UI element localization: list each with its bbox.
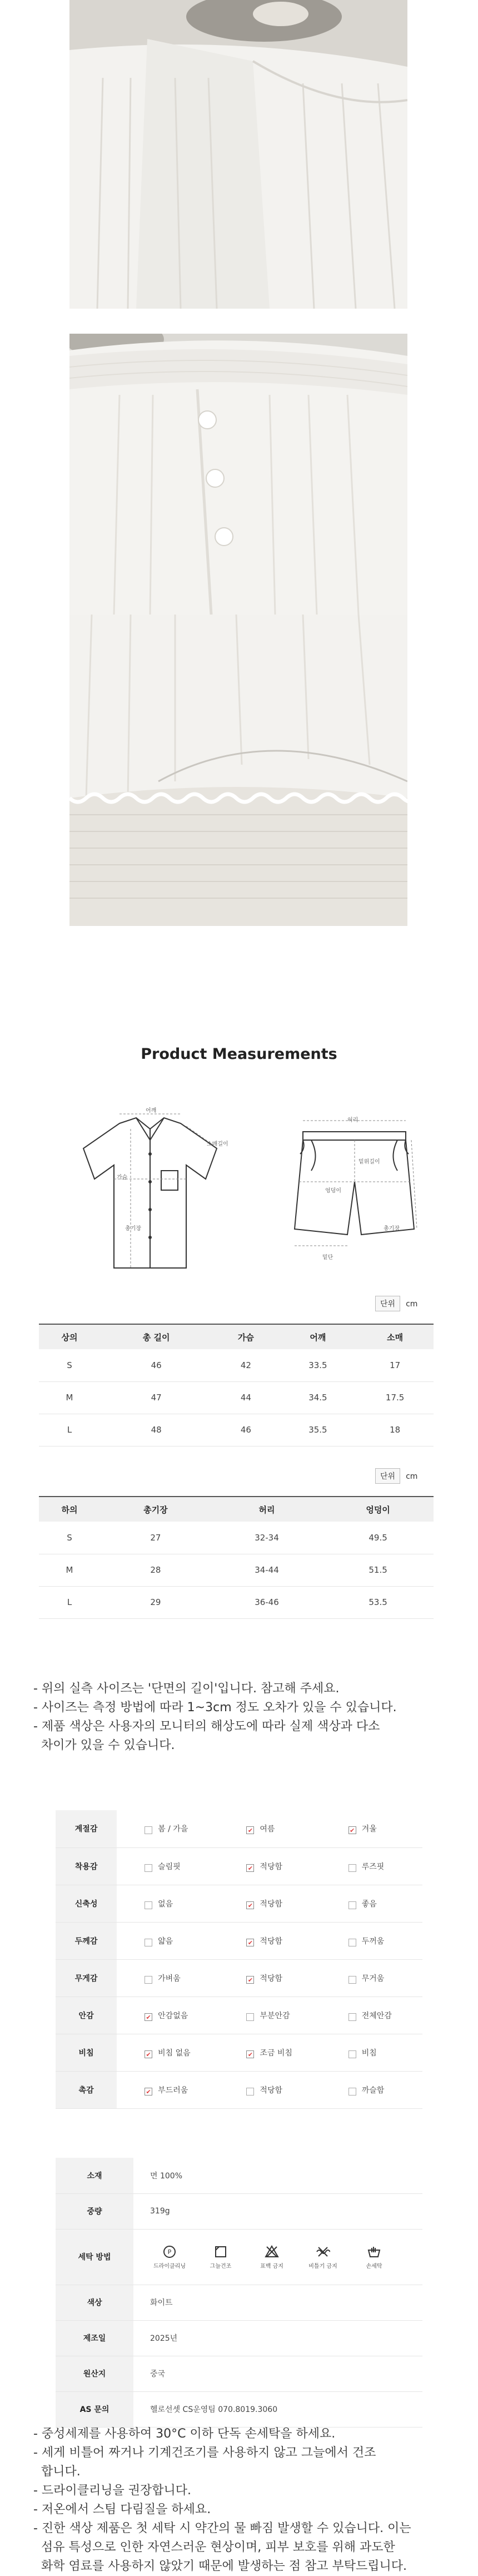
option-label: 없음 bbox=[158, 1899, 173, 1909]
no-wring-item bbox=[303, 2245, 342, 2270]
info-value: 2025년 bbox=[133, 2320, 422, 2356]
wash-label: 드라이클리닝 bbox=[153, 2263, 186, 2270]
table-cell: 34.5 bbox=[280, 1381, 357, 1414]
top-size-table bbox=[39, 1324, 434, 1446]
option-label: 루즈핏 bbox=[361, 1862, 385, 1871]
feature-option bbox=[218, 1997, 320, 2034]
checkbox-icon bbox=[145, 1826, 152, 1834]
table-cell: 46 bbox=[212, 1414, 279, 1446]
feature-option bbox=[117, 1922, 218, 1959]
checkbox-icon: ✔ bbox=[246, 1864, 254, 1872]
info-row-material bbox=[56, 2158, 422, 2193]
feature-row bbox=[56, 1959, 422, 1997]
label-shoulder: 어깨 bbox=[146, 1108, 157, 1114]
info-value: 면 100% bbox=[133, 2158, 422, 2193]
checkbox-icon bbox=[145, 1901, 152, 1909]
option-label: 비침 bbox=[361, 2048, 377, 2058]
feature-table bbox=[56, 1810, 422, 2109]
option-label: 두꺼움 bbox=[361, 1936, 385, 1946]
table-row bbox=[39, 1381, 434, 1414]
feature-option bbox=[218, 1885, 320, 1922]
product-photo-waistband bbox=[69, 334, 407, 615]
table-cell: 47 bbox=[100, 1381, 212, 1414]
option-label: 조금 비침 bbox=[260, 2048, 292, 2058]
table-cell: 29 bbox=[100, 1586, 211, 1618]
table-cell: 28 bbox=[100, 1554, 211, 1586]
feature-option bbox=[218, 1959, 320, 1997]
no-bleach-icon bbox=[265, 2245, 279, 2259]
checkbox-icon: ✔ bbox=[246, 2050, 254, 2058]
option-label: 적당함 bbox=[260, 1899, 282, 1909]
feature-option bbox=[321, 1997, 422, 2034]
checkbox-icon bbox=[145, 1939, 152, 1946]
table-header: 가슴 bbox=[212, 1324, 279, 1349]
option-label: 전체안감 bbox=[361, 2011, 392, 2020]
care-line: - 진한 색상 제품은 첫 세탁 시 약간의 물 빠짐 발생할 수 있습니다. 이는 bbox=[33, 2521, 411, 2535]
checkbox-icon: ✔ bbox=[246, 1901, 254, 1909]
option-label: 적당함 bbox=[260, 1936, 282, 1946]
option-label: 무거움 bbox=[361, 1974, 385, 1983]
care-line: 화학 염료를 사용하지 않았기 때문에 발생하는 점 참고 부탁드립니다. bbox=[33, 2559, 407, 2573]
info-label: 세탁 방법 bbox=[56, 2229, 133, 2285]
unit-indicator bbox=[375, 1296, 417, 1311]
checkbox-icon: ✔ bbox=[145, 2050, 152, 2058]
checkbox-icon bbox=[348, 1901, 356, 1909]
dry-clean-icon bbox=[162, 2245, 177, 2259]
checkbox-icon bbox=[348, 2013, 356, 2021]
feature-option bbox=[321, 2071, 422, 2108]
option-label: 적당함 bbox=[260, 2085, 282, 2095]
feature-option bbox=[218, 2034, 320, 2071]
feature-option bbox=[218, 1810, 320, 1847]
shade-dry-item bbox=[201, 2245, 240, 2270]
info-row-color bbox=[56, 2285, 422, 2320]
feature-label: 계절감 bbox=[56, 1810, 117, 1847]
checkbox-icon: ✔ bbox=[246, 1939, 254, 1946]
checkbox-icon: ✔ bbox=[246, 1826, 254, 1834]
info-label: 소재 bbox=[56, 2158, 133, 2193]
wash-label: 그늘건조 bbox=[210, 2263, 232, 2270]
table-row bbox=[39, 1522, 434, 1554]
label-hip: 엉덩이 bbox=[325, 1188, 341, 1194]
info-value: 319g bbox=[133, 2193, 422, 2229]
note-line: - 사이즈는 측정 방법에 따라 1~3cm 정도 오차가 있을 수 있습니다. bbox=[33, 1701, 397, 1715]
feature-label: 무게감 bbox=[56, 1959, 117, 1997]
bottom-measurement-diagram bbox=[272, 1109, 434, 1276]
section-title: Product Measurements bbox=[141, 1046, 337, 1063]
option-label: 얇음 bbox=[158, 1936, 173, 1946]
feature-option bbox=[117, 1847, 218, 1885]
option-label: 적당함 bbox=[260, 1862, 282, 1871]
option-label: 좋음 bbox=[361, 1899, 377, 1909]
label-waist: 허리 bbox=[347, 1117, 359, 1123]
table-row bbox=[39, 1586, 434, 1618]
table-cell: 36-46 bbox=[211, 1586, 322, 1618]
table-cell: 35.5 bbox=[280, 1414, 357, 1446]
info-label: 제조일 bbox=[56, 2320, 133, 2356]
hand-wash-icon bbox=[367, 2245, 381, 2259]
svg-text:P: P bbox=[167, 2248, 172, 2256]
feature-label: 비침 bbox=[56, 2034, 117, 2071]
feature-row bbox=[56, 1885, 422, 1922]
no-wring-icon bbox=[316, 2245, 330, 2259]
option-label: 봄 / 가을 bbox=[158, 1825, 188, 1834]
feature-option bbox=[321, 1847, 422, 1885]
feature-option bbox=[218, 1922, 320, 1959]
table-header-row bbox=[39, 1324, 434, 1349]
option-label: 여름 bbox=[260, 1825, 275, 1834]
table-cell: S bbox=[39, 1349, 100, 1381]
table-row bbox=[39, 1414, 434, 1446]
table-row bbox=[39, 1554, 434, 1586]
label-sleeve: 소매길이 bbox=[207, 1141, 228, 1147]
feature-label: 착용감 bbox=[56, 1847, 117, 1885]
wash-label: 손세탁 bbox=[366, 2263, 382, 2270]
care-line: 섬유 특성으로 인한 자연스러운 현상이며, 피부 보호를 위해 과도한 bbox=[33, 2540, 395, 2554]
note-line: 차이가 있을 수 있습니다. bbox=[33, 1738, 175, 1752]
checkbox-icon bbox=[348, 2050, 356, 2058]
option-label: 부분안감 bbox=[260, 2011, 290, 2020]
feature-option bbox=[321, 2034, 422, 2071]
feature-option bbox=[321, 1810, 422, 1847]
table-header: 총 길이 bbox=[100, 1324, 212, 1349]
feature-row bbox=[56, 2071, 422, 2108]
table-cell: 17.5 bbox=[356, 1381, 434, 1414]
label-bottom-length: 총기장 bbox=[384, 1226, 400, 1232]
feature-row bbox=[56, 1847, 422, 1885]
no-bleach-item bbox=[252, 2245, 291, 2270]
unit-value: cm bbox=[406, 1300, 418, 1309]
checkbox-icon: ✔ bbox=[246, 1976, 254, 1984]
unit-label: 단위 bbox=[375, 1468, 400, 1484]
checkbox-icon bbox=[145, 1864, 152, 1872]
unit-indicator bbox=[375, 1468, 417, 1484]
option-label: 부드러움 bbox=[158, 2085, 188, 2095]
feature-label: 두께감 bbox=[56, 1922, 117, 1959]
wash-icons bbox=[150, 2239, 422, 2275]
table-cell: 53.5 bbox=[322, 1586, 434, 1618]
feature-row bbox=[56, 1810, 422, 1847]
table-header: 허리 bbox=[211, 1497, 322, 1522]
table-cell: S bbox=[39, 1522, 100, 1554]
info-row-weight bbox=[56, 2193, 422, 2229]
checkbox-icon bbox=[246, 2088, 254, 2096]
info-label: AS 문의 bbox=[56, 2391, 133, 2427]
option-label: 슬림핏 bbox=[158, 1862, 181, 1871]
table-cell: 18 bbox=[356, 1414, 434, 1446]
option-label: 비침 없음 bbox=[158, 2048, 191, 2058]
table-cell: 46 bbox=[100, 1349, 212, 1381]
top-measurement-diagram bbox=[67, 1109, 233, 1276]
table-header: 어깨 bbox=[280, 1324, 357, 1349]
feature-row bbox=[56, 2034, 422, 2071]
option-label: 안감없음 bbox=[158, 2011, 188, 2020]
unit-label: 단위 bbox=[375, 1296, 400, 1311]
feature-option bbox=[117, 1959, 218, 1997]
table-cell: 49.5 bbox=[322, 1522, 434, 1554]
wash-label: 비틀기 금지 bbox=[308, 2263, 337, 2270]
care-line: - 저온에서 스팀 다림질을 하세요. bbox=[33, 2503, 211, 2516]
care-line: - 세게 비틀어 짜거나 기계건조기를 사용하지 않고 그늘에서 건조 bbox=[33, 2446, 376, 2460]
table-header: 총기장 bbox=[100, 1497, 211, 1522]
feature-option bbox=[218, 2071, 320, 2108]
table-header: 하의 bbox=[39, 1497, 100, 1522]
checkbox-icon: ✔ bbox=[348, 1826, 356, 1834]
option-label: 까슬함 bbox=[361, 2085, 385, 2095]
label-chest: 가슴 bbox=[117, 1175, 128, 1181]
feature-label: 신축성 bbox=[56, 1885, 117, 1922]
feature-row bbox=[56, 1922, 422, 1959]
wash-label: 표백 금지 bbox=[260, 2263, 283, 2270]
info-row-wash bbox=[56, 2229, 422, 2285]
table-row bbox=[39, 1349, 434, 1381]
checkbox-icon bbox=[348, 1939, 356, 1946]
info-row-origin bbox=[56, 2356, 422, 2391]
info-label: 원산지 bbox=[56, 2356, 133, 2391]
feature-option bbox=[321, 1885, 422, 1922]
table-cell: 17 bbox=[356, 1349, 434, 1381]
care-line: 합니다. bbox=[33, 2465, 81, 2479]
feature-option bbox=[117, 1810, 218, 1847]
table-cell: 34-44 bbox=[211, 1554, 322, 1586]
label-hem: 밑단 bbox=[322, 1255, 333, 1261]
feature-option bbox=[117, 1885, 218, 1922]
bottom-size-table bbox=[39, 1496, 434, 1619]
feature-option bbox=[117, 2034, 218, 2071]
info-value: 헬로선셋 CS운영팀 070.8019.3060 bbox=[133, 2391, 422, 2427]
table-header-row bbox=[39, 1497, 434, 1522]
product-info-table bbox=[56, 2158, 422, 2428]
feature-row bbox=[56, 1997, 422, 2034]
checkbox-icon bbox=[348, 2088, 356, 2096]
shade-dry-icon bbox=[213, 2245, 228, 2259]
checkbox-icon bbox=[246, 2013, 254, 2021]
hand-wash-item bbox=[355, 2245, 394, 2270]
option-label: 적당함 bbox=[260, 1974, 282, 1983]
info-row-as bbox=[56, 2391, 422, 2427]
care-line: - 중성세제를 사용하여 30°C 이하 단독 손세탁을 하세요. bbox=[33, 2427, 336, 2441]
option-label: 겨울 bbox=[361, 1825, 377, 1834]
option-label: 가벼움 bbox=[158, 1974, 181, 1983]
table-cell: L bbox=[39, 1414, 100, 1446]
care-line: - 드라이클리닝을 권장합니다. bbox=[33, 2484, 191, 2498]
note-line: - 제품 색상은 사용자의 모니터의 해상도에 따라 실제 색상과 다소 bbox=[33, 1720, 380, 1733]
table-cell: 27 bbox=[100, 1522, 211, 1554]
label-rise: 밑위길이 bbox=[359, 1159, 380, 1165]
table-cell: M bbox=[39, 1381, 100, 1414]
dry-clean-item bbox=[150, 2245, 189, 2270]
info-value: 화이트 bbox=[133, 2285, 422, 2320]
table-cell: 33.5 bbox=[280, 1349, 357, 1381]
info-value bbox=[133, 2229, 422, 2285]
unit-value: cm bbox=[406, 1472, 418, 1481]
checkbox-icon: ✔ bbox=[145, 2088, 152, 2096]
table-cell: 32-34 bbox=[211, 1522, 322, 1554]
care-notes bbox=[33, 2425, 456, 2576]
label-top-length: 총기장 bbox=[125, 1226, 141, 1232]
feature-option bbox=[117, 1997, 218, 2034]
product-photo-sleeve bbox=[69, 0, 407, 309]
checkbox-icon bbox=[348, 1976, 356, 1984]
feature-label: 안감 bbox=[56, 1997, 117, 2034]
feature-option bbox=[117, 2071, 218, 2108]
table-cell: 44 bbox=[212, 1381, 279, 1414]
checkbox-icon: ✔ bbox=[145, 2013, 152, 2021]
product-photo-hem bbox=[69, 615, 407, 926]
table-cell: 48 bbox=[100, 1414, 212, 1446]
info-value: 중국 bbox=[133, 2356, 422, 2391]
note-line: - 위의 실측 사이즈는 '단면의 길이'입니다. 참고해 주세요. bbox=[33, 1682, 340, 1696]
feature-label: 촉감 bbox=[56, 2071, 117, 2108]
checkbox-icon bbox=[348, 1864, 356, 1872]
info-row-year bbox=[56, 2320, 422, 2356]
table-header: 엉덩이 bbox=[322, 1497, 434, 1522]
table-cell: 51.5 bbox=[322, 1554, 434, 1586]
info-label: 중량 bbox=[56, 2193, 133, 2229]
info-label: 색상 bbox=[56, 2285, 133, 2320]
checkbox-icon bbox=[145, 1976, 152, 1984]
table-cell: 42 bbox=[212, 1349, 279, 1381]
table-header: 상의 bbox=[39, 1324, 100, 1349]
feature-option bbox=[321, 1959, 422, 1997]
feature-option bbox=[321, 1922, 422, 1959]
size-notes bbox=[33, 1680, 445, 1755]
table-cell: L bbox=[39, 1586, 100, 1618]
table-cell: M bbox=[39, 1554, 100, 1586]
table-header: 소매 bbox=[356, 1324, 434, 1349]
feature-option bbox=[218, 1847, 320, 1885]
